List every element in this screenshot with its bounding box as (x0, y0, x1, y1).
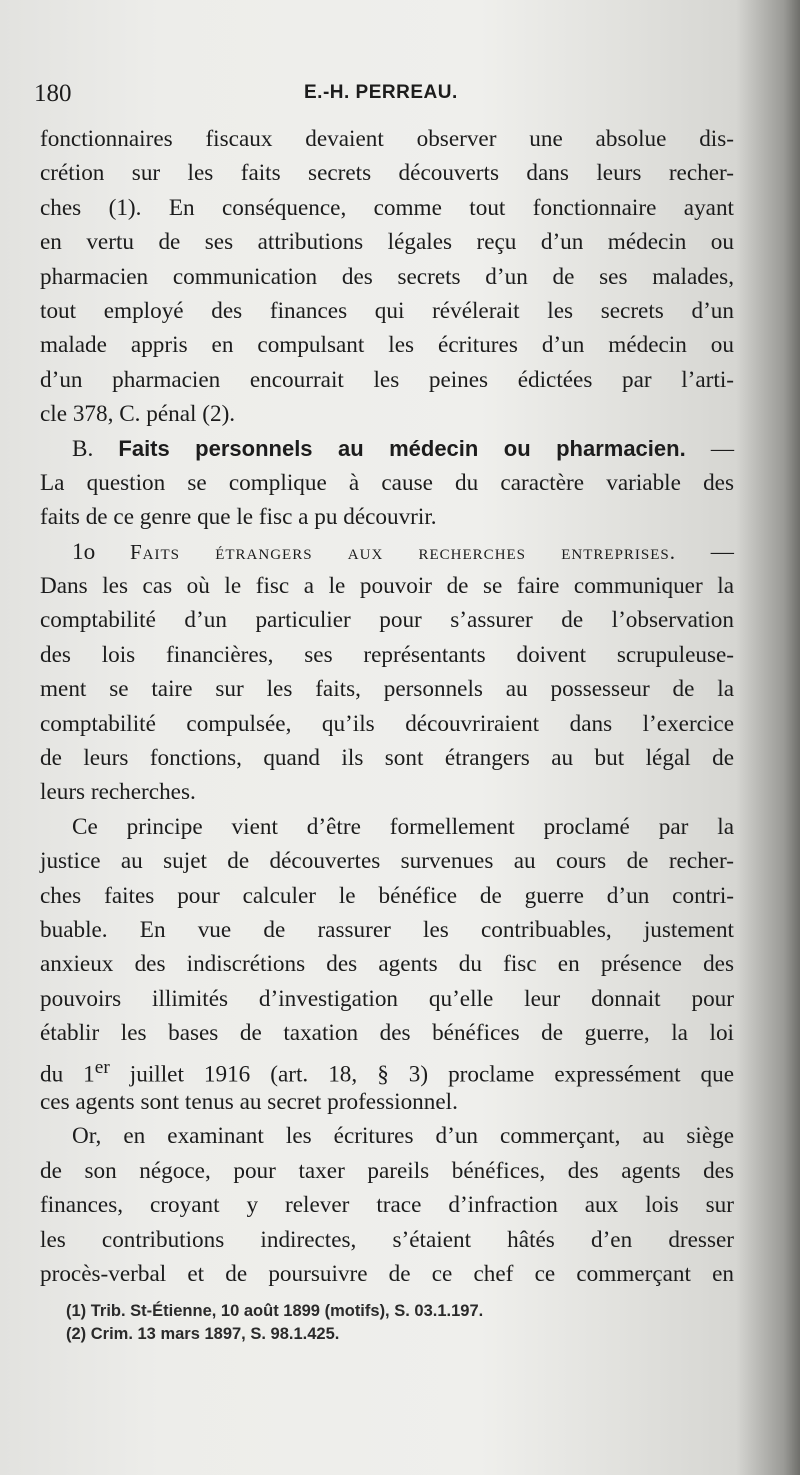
text-line: Ce principe vient d’être formellement proclamé par la (72, 813, 734, 840)
text-line: en vertu de ses attributions légales reçu d’un médecin ou (40, 229, 734, 256)
text-fragment: juillet 1916 (art. 18, § 3) proclame expressément que (109, 1061, 735, 1088)
text-line: des lois financières, ses représentants doivent scrupuleuse- (40, 641, 734, 668)
subsection-heading-line (40, 535, 734, 569)
heading-dash: — (676, 538, 734, 565)
text-line: ment se taire sur les faits, personnels au possesseur de la (40, 676, 734, 703)
ordinal-superscript: er (94, 1056, 110, 1078)
text-line: Or, en examinant les écritures d’un commerçant, au siège (72, 1123, 734, 1150)
text-fragment: du 1 (40, 1061, 95, 1088)
text-line: fonctionnaires fiscaux devaient observer une absolue dis- (40, 126, 734, 152)
subsection-number: 1o (72, 538, 130, 565)
text-line: ches (1). En conséquence, comme tout fonctionnaire ayant (40, 194, 734, 221)
subsection-heading: Faits étrangers aux recherches entreprises. (129, 539, 677, 564)
text-line: ces agents sont tenus au secret professionnel. (40, 1088, 458, 1115)
text-line: de son négoce, pour taxer pareils bénéfices, des agents des (40, 1157, 734, 1184)
text-line: crétion sur les faits secrets découverts dans leurs recher- (40, 160, 734, 187)
text-line: La question se complique à cause du caractère variable des (40, 469, 734, 496)
text-line: Dans les cas où le fisc a le pouvoir de se faire communiquer la (40, 573, 734, 600)
text-line: finances, croyant y relever trace d’infraction aux lois sur (40, 1192, 734, 1219)
footnotes (66, 1300, 666, 1346)
text-line: de leurs fonctions, quand ils sont étrangers au but légal de (40, 745, 734, 772)
page-header (34, 80, 734, 110)
footnote-1: (1) Trib. St-Étienne, 10 août 1899 (motifs), S. 03.1.197. (66, 1302, 484, 1320)
section-heading: Faits personnels au médecin ou pharmacien. (118, 435, 686, 461)
text-line: faits de ce genre que le fisc a pu découvrir. (40, 504, 437, 531)
text-line: tout employé des finances qui révélerait les secrets d’un (40, 297, 734, 324)
text-line-with-superscript (40, 1051, 735, 1088)
text-line: leurs recherches. (40, 779, 196, 806)
footnote-2: (2) Crim. 13 mars 1897, S. 98.1.425. (66, 1325, 340, 1343)
section-letter: B. (72, 435, 119, 462)
text-line: comptabilité d’un particulier pour s’assurer de l’observation (40, 607, 734, 634)
text-line: malade appris en compulsant les écritures d’un médecin ou (40, 332, 734, 359)
body-text (40, 122, 734, 1291)
text-line: les contributions indirectes, s’étaient hâtés d’en dresser (40, 1226, 734, 1253)
page-number: 180 (34, 80, 72, 107)
text-line: justice au sujet de découvertes survenues au cours de recher- (40, 848, 734, 875)
text-line: établir les bases de taxation des bénéfices de guerre, la loi (40, 1020, 734, 1047)
text-line: ches faites pour calculer le bénéfice de guerre d’un contri- (40, 882, 734, 909)
text-line: pharmacien communication des secrets d’un de ses malades, (40, 263, 734, 290)
text-line: anxieux des indiscrétions des agents du fisc en présence des (40, 951, 734, 978)
text-line: cle 378, C. pénal (2). (40, 401, 236, 428)
heading-dash: — (685, 435, 735, 462)
section-heading-line (40, 432, 734, 466)
running-head: E.-H. PERREAU. (304, 82, 458, 103)
text-line: buable. En vue de rassurer les contribuables, justement (40, 916, 734, 943)
text-line: comptabilité compulsée, qu’ils découvriraient dans l’exercice (40, 710, 734, 737)
text-line: procès-verbal et de poursuivre de ce chef ce commerçant en (40, 1260, 734, 1287)
text-line: d’un pharmacien encourrait les peines édictées par l’arti- (40, 366, 734, 393)
text-line: pouvoirs illimités d’investigation qu’elle leur donnait pour (40, 985, 734, 1012)
